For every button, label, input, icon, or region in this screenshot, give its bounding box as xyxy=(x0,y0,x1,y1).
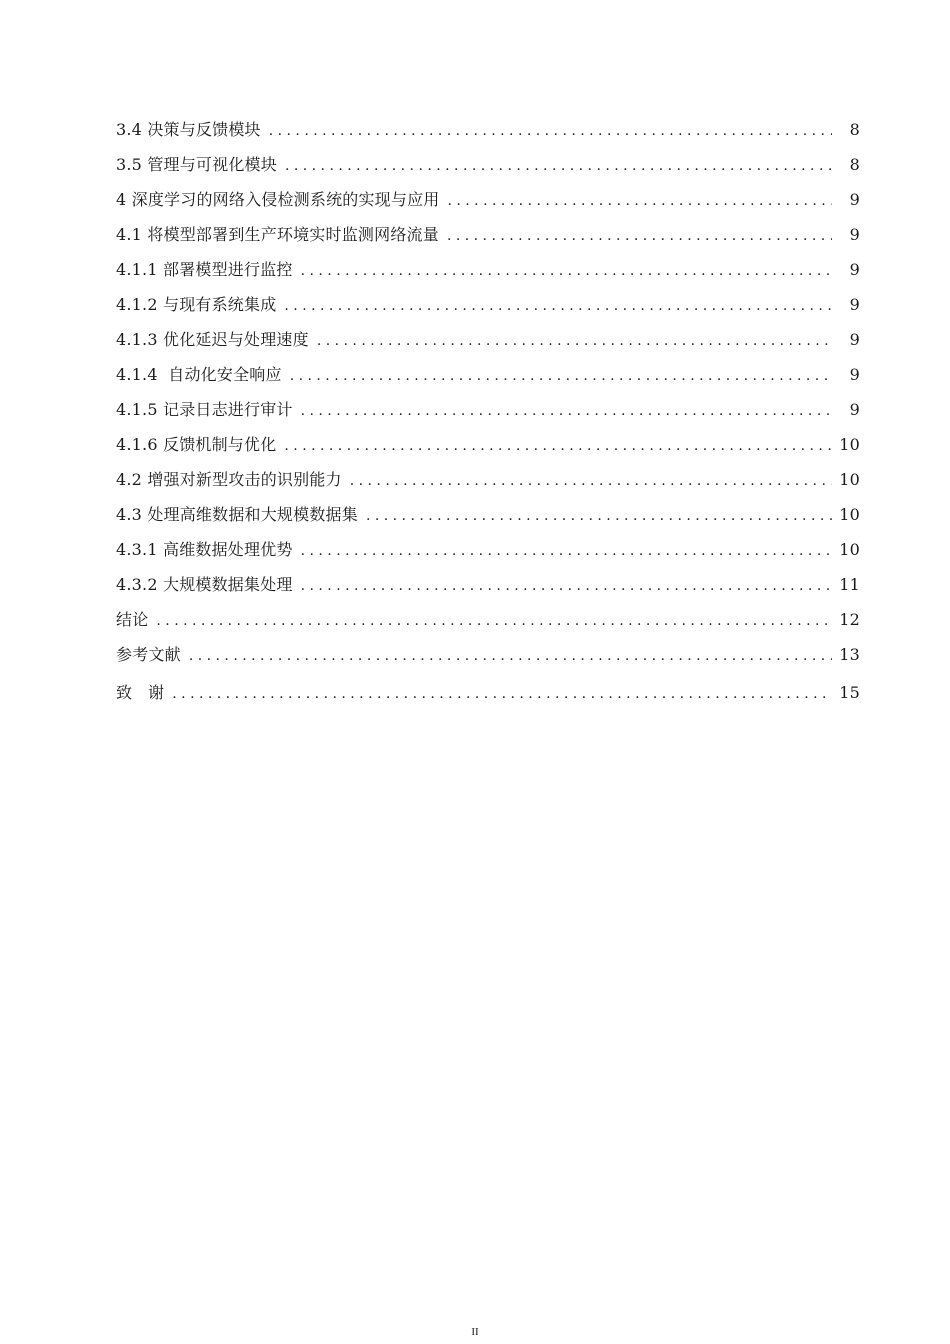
toc-entry-title: 4.1.4 自动化安全响应 xyxy=(116,365,282,384)
toc-entry-page: 9 xyxy=(849,190,860,209)
toc-entry[interactable] xyxy=(116,147,860,182)
toc-entry[interactable] xyxy=(116,675,860,710)
dot-leader xyxy=(189,639,832,674)
toc-entry-page: 10 xyxy=(839,470,860,489)
toc-entry-title: 4.3.2 大规模数据集处理 xyxy=(116,575,293,594)
dot-leader xyxy=(447,184,832,219)
toc-entry[interactable] xyxy=(116,462,860,497)
toc-entry-title: 4.3 处理高维数据和大规模数据集 xyxy=(116,505,358,524)
toc-entry-page: 13 xyxy=(839,645,860,664)
toc-entry-title: 4.3.1 高维数据处理优势 xyxy=(116,540,293,559)
toc-entry[interactable] xyxy=(116,182,860,217)
toc-entry[interactable] xyxy=(116,357,860,392)
dot-leader xyxy=(284,289,832,324)
toc-entry-page: 8 xyxy=(849,155,860,174)
dot-leader xyxy=(301,534,832,569)
toc-entry[interactable] xyxy=(116,392,860,427)
toc-entry[interactable] xyxy=(116,427,860,462)
dot-leader xyxy=(301,254,832,289)
toc-entry-title: 参考文献 xyxy=(116,645,181,664)
toc-entry-page: 9 xyxy=(849,295,860,314)
toc-entry-page: 11 xyxy=(839,575,860,594)
toc-entry-title: 致 谢 xyxy=(116,683,165,702)
toc-entry[interactable] xyxy=(116,322,860,357)
toc-entry-page: 9 xyxy=(849,400,860,419)
toc-entry-title: 4.1.2 与现有系统集成 xyxy=(116,295,277,314)
toc-entry-page: 9 xyxy=(849,260,860,279)
toc-entry-title: 4.2 增强对新型攻击的识别能力 xyxy=(116,470,342,489)
toc-entry-title: 4.1 将模型部署到生产环境实时监测网络流量 xyxy=(116,225,439,244)
toc-entry-page: 8 xyxy=(849,120,860,139)
toc-entry-title: 结论 xyxy=(116,610,149,629)
toc-entry-title: 4 深度学习的网络入侵检测系统的实现与应用 xyxy=(116,190,440,209)
toc-entry-title: 4.1.1 部署模型进行监控 xyxy=(116,260,293,279)
table-of-contents xyxy=(116,112,860,710)
toc-entry-page: 15 xyxy=(839,683,860,702)
toc-entry[interactable] xyxy=(116,217,860,252)
toc-entry-title: 4.1.3 优化延迟与处理速度 xyxy=(116,330,309,349)
dot-leader xyxy=(156,604,832,639)
toc-entry[interactable] xyxy=(116,532,860,567)
dot-leader xyxy=(447,219,832,254)
toc-entry-page: 9 xyxy=(849,330,860,349)
toc-entry[interactable] xyxy=(116,252,860,287)
dot-leader xyxy=(290,359,832,394)
toc-entry[interactable] xyxy=(116,567,860,602)
toc-entry-title: 4.1.6 反馈机制与优化 xyxy=(116,435,277,454)
toc-entry-page: 9 xyxy=(849,365,860,384)
page-number: II xyxy=(471,1326,479,1338)
dot-leader xyxy=(350,464,832,499)
dot-leader xyxy=(301,569,832,604)
toc-entry[interactable] xyxy=(116,287,860,322)
dot-leader xyxy=(269,114,832,149)
toc-entry-page: 10 xyxy=(839,435,860,454)
toc-entry-page: 9 xyxy=(849,225,860,244)
toc-entry[interactable] xyxy=(116,112,860,147)
toc-entry-title: 3.4 决策与反馈模块 xyxy=(116,120,261,139)
dot-leader xyxy=(301,394,832,429)
toc-entry-page: 12 xyxy=(839,610,860,629)
dot-leader xyxy=(284,429,832,464)
dot-leader xyxy=(285,149,832,184)
dot-leader xyxy=(172,677,832,712)
toc-entry[interactable] xyxy=(116,497,860,532)
toc-entry-page: 10 xyxy=(839,505,860,524)
toc-entry-title: 4.1.5 记录日志进行审计 xyxy=(116,400,293,419)
toc-entry-page: 10 xyxy=(839,540,860,559)
toc-entry[interactable] xyxy=(116,637,860,672)
dot-leader xyxy=(317,324,832,359)
dot-leader xyxy=(366,499,832,534)
toc-entry-title: 3.5 管理与可视化模块 xyxy=(116,155,277,174)
toc-entry[interactable] xyxy=(116,602,860,637)
